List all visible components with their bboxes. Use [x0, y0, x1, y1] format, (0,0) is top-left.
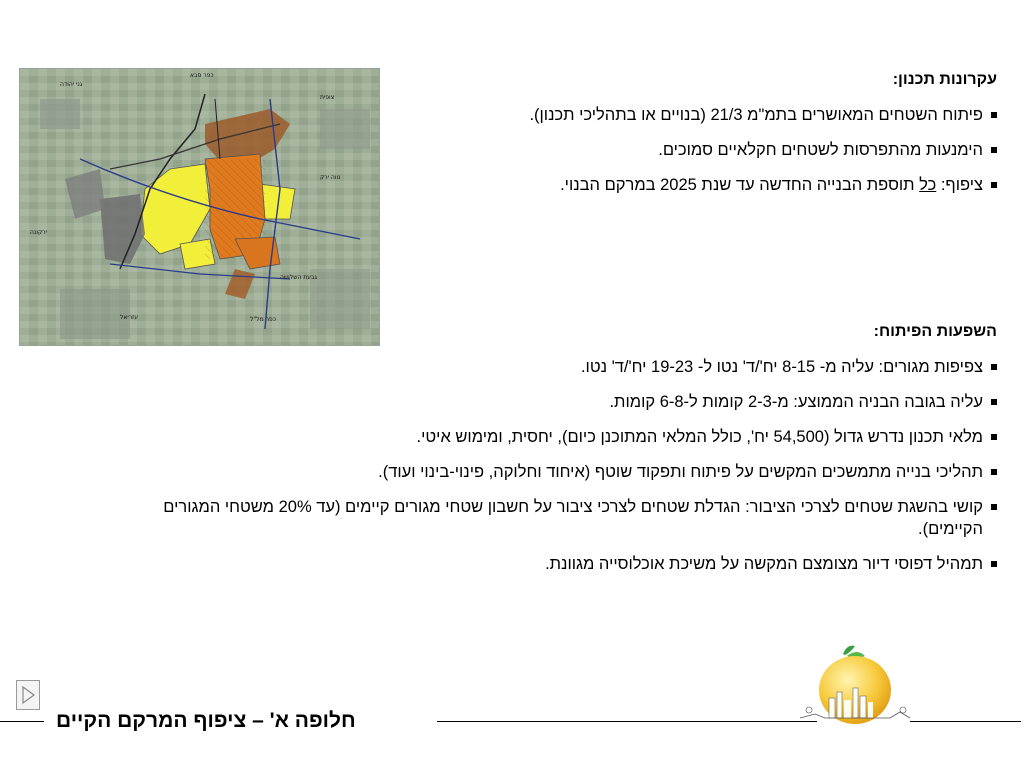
planning-principles-section [377, 70, 997, 209]
development-effects-heading: השפעות הפיתוח: [873, 323, 997, 340]
bullet-text-suffix: תוספת הבנייה החדשה עד שנת 2025 במרקם הבנוי. [560, 176, 920, 194]
slide-title: חלופה א' – ציפוף המרקם הקיים [56, 709, 356, 732]
map-label: כפר מל"ל [250, 316, 276, 323]
bullet-item: קושי בהשגת שטחים לצרכי הציבור: הגדלת שטחים לצרכי ציבור על חשבון שטחי מגורים קיימים (עד 20% משטחי המגורים הקיימים). [127, 496, 997, 540]
footer-divider-left [0, 721, 44, 722]
bullet-item: תהליכי בנייה מתמשכים המקשים על פיתוח ותפקוד שוטף (איחוד וחלוקה, פינוי-בינוי ועוד). [127, 461, 997, 483]
bullet-item [377, 104, 997, 126]
bullet-item [377, 174, 997, 196]
development-effects-section [127, 322, 997, 588]
bullet-item: מלאי תכנון נדרש גדול (54,500 יח', כולל המלאי המתוכנן כיום), יחסית, ומימוש איטי. [127, 426, 997, 448]
map-label: צופית [320, 94, 335, 101]
bullet-text-underlined: כל [919, 176, 937, 194]
map-label: גני יהודה [60, 81, 83, 88]
bullet-item [377, 139, 997, 161]
map-label: גבעת השלושה [280, 274, 317, 281]
map-graphic [20, 69, 379, 345]
bullet-text: הימנעות מהתפרסות לשטחים חקלאיים סמוכים. [658, 141, 983, 159]
bullet-item: תמהיל דפוסי דיור מצומצם המקשה על משיכת אוכלוסייה מגוונת. [127, 553, 997, 575]
map-label: ירקונה [30, 229, 47, 236]
planning-principles-heading: עקרונות תכנון: [892, 71, 997, 88]
next-slide-button[interactable] [16, 680, 40, 710]
citrus-logo-icon [795, 640, 915, 725]
bullet-text-prefix: ציפוף: [936, 176, 983, 194]
bullet-item: צפיפות מגורים: עליה מ- 8-15 יח'/ד' נטו ל- 19-23 יח'/ד' נטו. [127, 356, 997, 378]
footer-divider-right [910, 721, 1021, 722]
footer-divider-middle [437, 721, 817, 722]
play-triangle-icon [17, 681, 39, 709]
map-label: נווה ירק [320, 174, 341, 181]
map-label: כפר סבא [190, 72, 214, 79]
bullet-item: עליה בגובה הבניה הממוצע: מ-2-3 קומות ל-6-8 קומות. [127, 391, 997, 413]
map-label: עזריאל [120, 314, 138, 321]
bullet-text: פיתוח השטחים המאושרים בתמ"מ 21/3 (בנויים או בתהליכי תכנון). [529, 106, 983, 124]
aerial-map [19, 68, 380, 346]
